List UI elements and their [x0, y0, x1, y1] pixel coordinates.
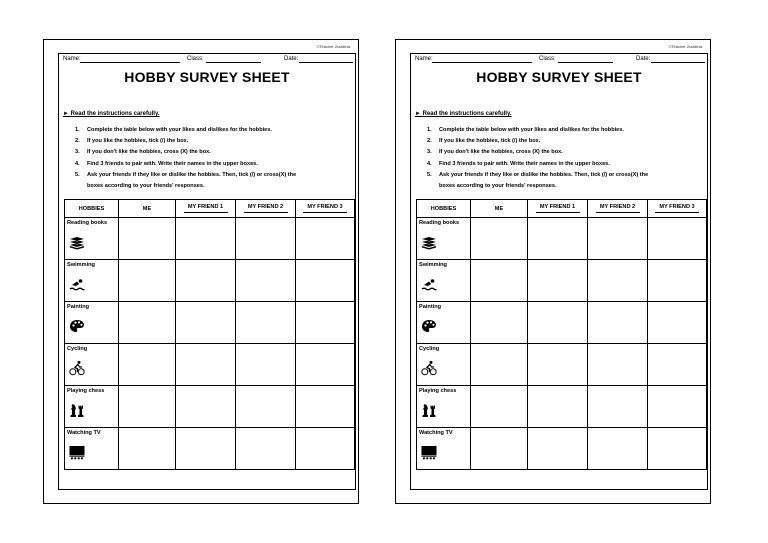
response-cell[interactable] — [296, 260, 355, 302]
swimmer-icon — [421, 276, 437, 292]
swimmer-icon — [69, 276, 85, 292]
table-header-row — [65, 200, 355, 218]
instruction-number: 2. — [75, 138, 80, 145]
instruction-list — [427, 125, 704, 192]
response-cell[interactable] — [471, 344, 528, 386]
column-header-label: MY FRIEND 1 — [536, 204, 580, 213]
table-row — [65, 260, 355, 302]
survey-sheet-right — [395, 39, 711, 504]
response-cell[interactable] — [588, 218, 648, 260]
instruction-item — [427, 125, 704, 136]
name-class-date-line — [63, 56, 351, 64]
name-class-date-line — [415, 56, 703, 64]
name-label: Name: — [63, 56, 81, 62]
table-row — [417, 218, 707, 260]
instruction-text: If you don't like the hobbies, cross (X) the box. — [439, 149, 563, 156]
instruction-item — [75, 125, 352, 136]
response-cell[interactable] — [119, 428, 176, 470]
instruction-text: Complete the table below with your likes and dislikes for the hobbies. — [87, 127, 272, 133]
response-cell[interactable] — [648, 428, 707, 470]
instruction-text: Ask your friends if they like or dislike the hobbies. Then, tick (/) or cross(X) the — [439, 171, 649, 178]
hobby-label: Cycling — [419, 346, 440, 352]
instruction-item — [75, 136, 352, 147]
response-cell[interactable] — [236, 260, 296, 302]
instruction-text: boxes according to your friends' responses. — [87, 182, 205, 189]
instruction-number: 2. — [427, 138, 432, 145]
hobby-label: Painting — [67, 304, 90, 310]
response-cell[interactable] — [648, 386, 707, 428]
hobby-cell — [65, 386, 119, 428]
response-cell[interactable] — [471, 218, 528, 260]
hobby-label: Cycling — [67, 346, 88, 352]
column-header-label: ME — [494, 205, 504, 212]
response-cell[interactable] — [528, 218, 588, 260]
instruction-number: 1. — [427, 127, 432, 133]
column-header — [119, 200, 176, 218]
column-header-label: HOBBIES — [78, 205, 105, 212]
instruction-item — [427, 147, 704, 158]
read-instructions-heading: ► Read the instructions carefully. — [63, 111, 160, 117]
response-cell[interactable] — [296, 218, 355, 260]
response-cell[interactable] — [176, 218, 236, 260]
table-row — [65, 428, 355, 470]
instruction-number: 4. — [75, 160, 80, 167]
hobby-label: Reading books — [419, 220, 460, 226]
column-header-label: MY FRIEND 1 — [184, 204, 228, 213]
hobby-cell — [65, 260, 119, 302]
class-label: Class: — [539, 56, 556, 62]
table-row — [65, 302, 355, 344]
response-cell[interactable] — [236, 386, 296, 428]
instruction-text: boxes according to your friends' responses. — [439, 182, 557, 189]
hobby-cell — [65, 302, 119, 344]
response-cell[interactable] — [176, 386, 236, 428]
response-cell[interactable] — [296, 428, 355, 470]
date-label: Date: — [284, 56, 299, 62]
response-cell[interactable] — [648, 260, 707, 302]
response-cell[interactable] — [588, 344, 648, 386]
tv-icon — [421, 444, 437, 460]
response-cell[interactable] — [471, 386, 528, 428]
response-cell[interactable] — [528, 344, 588, 386]
response-cell[interactable] — [528, 260, 588, 302]
instruction-item — [439, 181, 704, 192]
instruction-text: Find 3 friends to pair with. Write their names in the upper boxes. — [87, 160, 258, 167]
response-cell[interactable] — [236, 344, 296, 386]
response-cell[interactable] — [296, 386, 355, 428]
column-header — [176, 200, 236, 218]
instruction-number: 4. — [427, 160, 432, 167]
hobby-label: Watching TV — [419, 430, 453, 436]
response-cell[interactable] — [119, 344, 176, 386]
hobby-label: Painting — [419, 304, 442, 310]
instruction-number: 5. — [75, 171, 80, 178]
instruction-number: 3. — [427, 149, 432, 156]
hobby-cell — [417, 428, 471, 470]
response-cell[interactable] — [176, 428, 236, 470]
response-cell[interactable] — [528, 428, 588, 470]
table-row — [65, 218, 355, 260]
response-cell[interactable] — [648, 344, 707, 386]
instruction-number: 3. — [75, 149, 80, 156]
table-header-row — [417, 200, 707, 218]
hobby-label: Playing chess — [67, 388, 105, 394]
column-header — [236, 200, 296, 218]
hobby-label: Reading books — [67, 220, 108, 226]
instruction-text: If you like the hobbies, tick (/) the box. — [87, 138, 189, 145]
hobby-label: Swimming — [67, 262, 95, 268]
credit-text: ©Teacher Zulaikha — [668, 44, 702, 49]
response-cell[interactable] — [471, 260, 528, 302]
hobby-cell — [65, 344, 119, 386]
table-row — [417, 386, 707, 428]
instruction-number: 5. — [427, 171, 432, 178]
survey-sheet-left — [43, 39, 359, 504]
hobby-survey-table — [416, 199, 707, 470]
instruction-item — [75, 170, 352, 181]
column-header-label: MY FRIEND 3 — [303, 204, 347, 213]
books-icon — [421, 234, 437, 250]
page-title: HOBBY SURVEY SHEET — [124, 69, 290, 85]
hobby-label: Swimming — [419, 262, 447, 268]
response-cell[interactable] — [588, 260, 648, 302]
table-row — [65, 344, 355, 386]
response-cell[interactable] — [471, 428, 528, 470]
date-blank[interactable] — [299, 62, 353, 63]
class-blank[interactable] — [558, 62, 613, 63]
cyclist-icon — [421, 360, 437, 376]
instruction-text: If you don't like the hobbies, cross (X) the box. — [87, 149, 211, 156]
response-cell[interactable] — [648, 302, 707, 344]
response-cell[interactable] — [296, 302, 355, 344]
class-blank[interactable] — [206, 62, 261, 63]
column-header — [588, 200, 648, 218]
response-cell[interactable] — [236, 302, 296, 344]
response-cell[interactable] — [119, 260, 176, 302]
instruction-list — [75, 125, 352, 192]
instruction-text: If you like the hobbies, tick (/) the box. — [439, 138, 541, 145]
response-cell[interactable] — [296, 344, 355, 386]
response-cell[interactable] — [119, 302, 176, 344]
column-header-label: MY FRIEND 2 — [244, 204, 288, 213]
response-cell[interactable] — [119, 218, 176, 260]
name-label: Name: — [415, 56, 433, 62]
instruction-number: 1. — [75, 127, 80, 133]
class-label: Class: — [187, 56, 204, 62]
name-blank[interactable] — [80, 62, 180, 63]
instruction-item — [75, 159, 352, 170]
hobby-cell — [417, 260, 471, 302]
response-cell[interactable] — [236, 218, 296, 260]
table-row — [417, 428, 707, 470]
chess-icon — [421, 402, 437, 418]
table-row — [417, 302, 707, 344]
response-cell[interactable] — [471, 302, 528, 344]
response-cell[interactable] — [119, 386, 176, 428]
instruction-item — [427, 136, 704, 147]
response-cell[interactable] — [588, 386, 648, 428]
hobby-label: Watching TV — [67, 430, 101, 436]
hobby-cell — [417, 218, 471, 260]
response-cell[interactable] — [648, 218, 707, 260]
column-header — [528, 200, 588, 218]
instruction-text: Find 3 friends to pair with. Write their names in the upper boxes. — [439, 160, 610, 167]
column-header — [65, 200, 119, 218]
response-cell[interactable] — [176, 344, 236, 386]
tv-icon — [69, 444, 85, 460]
response-cell[interactable] — [176, 260, 236, 302]
palette-icon — [421, 318, 437, 334]
response-cell[interactable] — [528, 302, 588, 344]
column-header — [296, 200, 355, 218]
column-header-label: MY FRIEND 2 — [596, 204, 640, 213]
hobby-cell — [417, 302, 471, 344]
worksheet-frame — [410, 53, 708, 490]
hobby-cell — [65, 428, 119, 470]
books-icon — [69, 234, 85, 250]
instruction-item — [427, 170, 704, 181]
hobby-label: Playing chess — [419, 388, 457, 394]
instruction-text: Ask your friends if they like or dislike the hobbies. Then, tick (/) or cross(X) the — [87, 171, 297, 178]
read-instructions-heading: ► Read the instructions carefully. — [415, 111, 512, 117]
hobby-cell — [417, 386, 471, 428]
response-cell[interactable] — [588, 302, 648, 344]
column-header — [417, 200, 471, 218]
worksheet-frame — [58, 53, 356, 490]
page-title: HOBBY SURVEY SHEET — [476, 69, 642, 85]
hobby-cell — [417, 344, 471, 386]
hobby-survey-table — [64, 199, 355, 470]
column-header — [648, 200, 707, 218]
column-header-label: ME — [142, 205, 152, 212]
table-row — [417, 344, 707, 386]
instruction-item — [75, 147, 352, 158]
column-header-label: HOBBIES — [430, 205, 457, 212]
table-row — [417, 260, 707, 302]
instruction-item — [87, 181, 352, 192]
response-cell[interactable] — [588, 428, 648, 470]
credit-text: ©Teacher Zulaikha — [316, 44, 350, 49]
cyclist-icon — [69, 360, 85, 376]
instruction-item — [427, 159, 704, 170]
instruction-text: Complete the table below with your likes and dislikes for the hobbies. — [439, 127, 624, 133]
response-cell[interactable] — [528, 386, 588, 428]
date-blank[interactable] — [651, 62, 705, 63]
response-cell[interactable] — [176, 302, 236, 344]
response-cell[interactable] — [236, 428, 296, 470]
hobby-cell — [65, 218, 119, 260]
column-header-label: MY FRIEND 3 — [655, 204, 699, 213]
column-header — [471, 200, 528, 218]
palette-icon — [69, 318, 85, 334]
table-row — [65, 386, 355, 428]
name-blank[interactable] — [432, 62, 532, 63]
date-label: Date: — [636, 56, 651, 62]
chess-icon — [69, 402, 85, 418]
